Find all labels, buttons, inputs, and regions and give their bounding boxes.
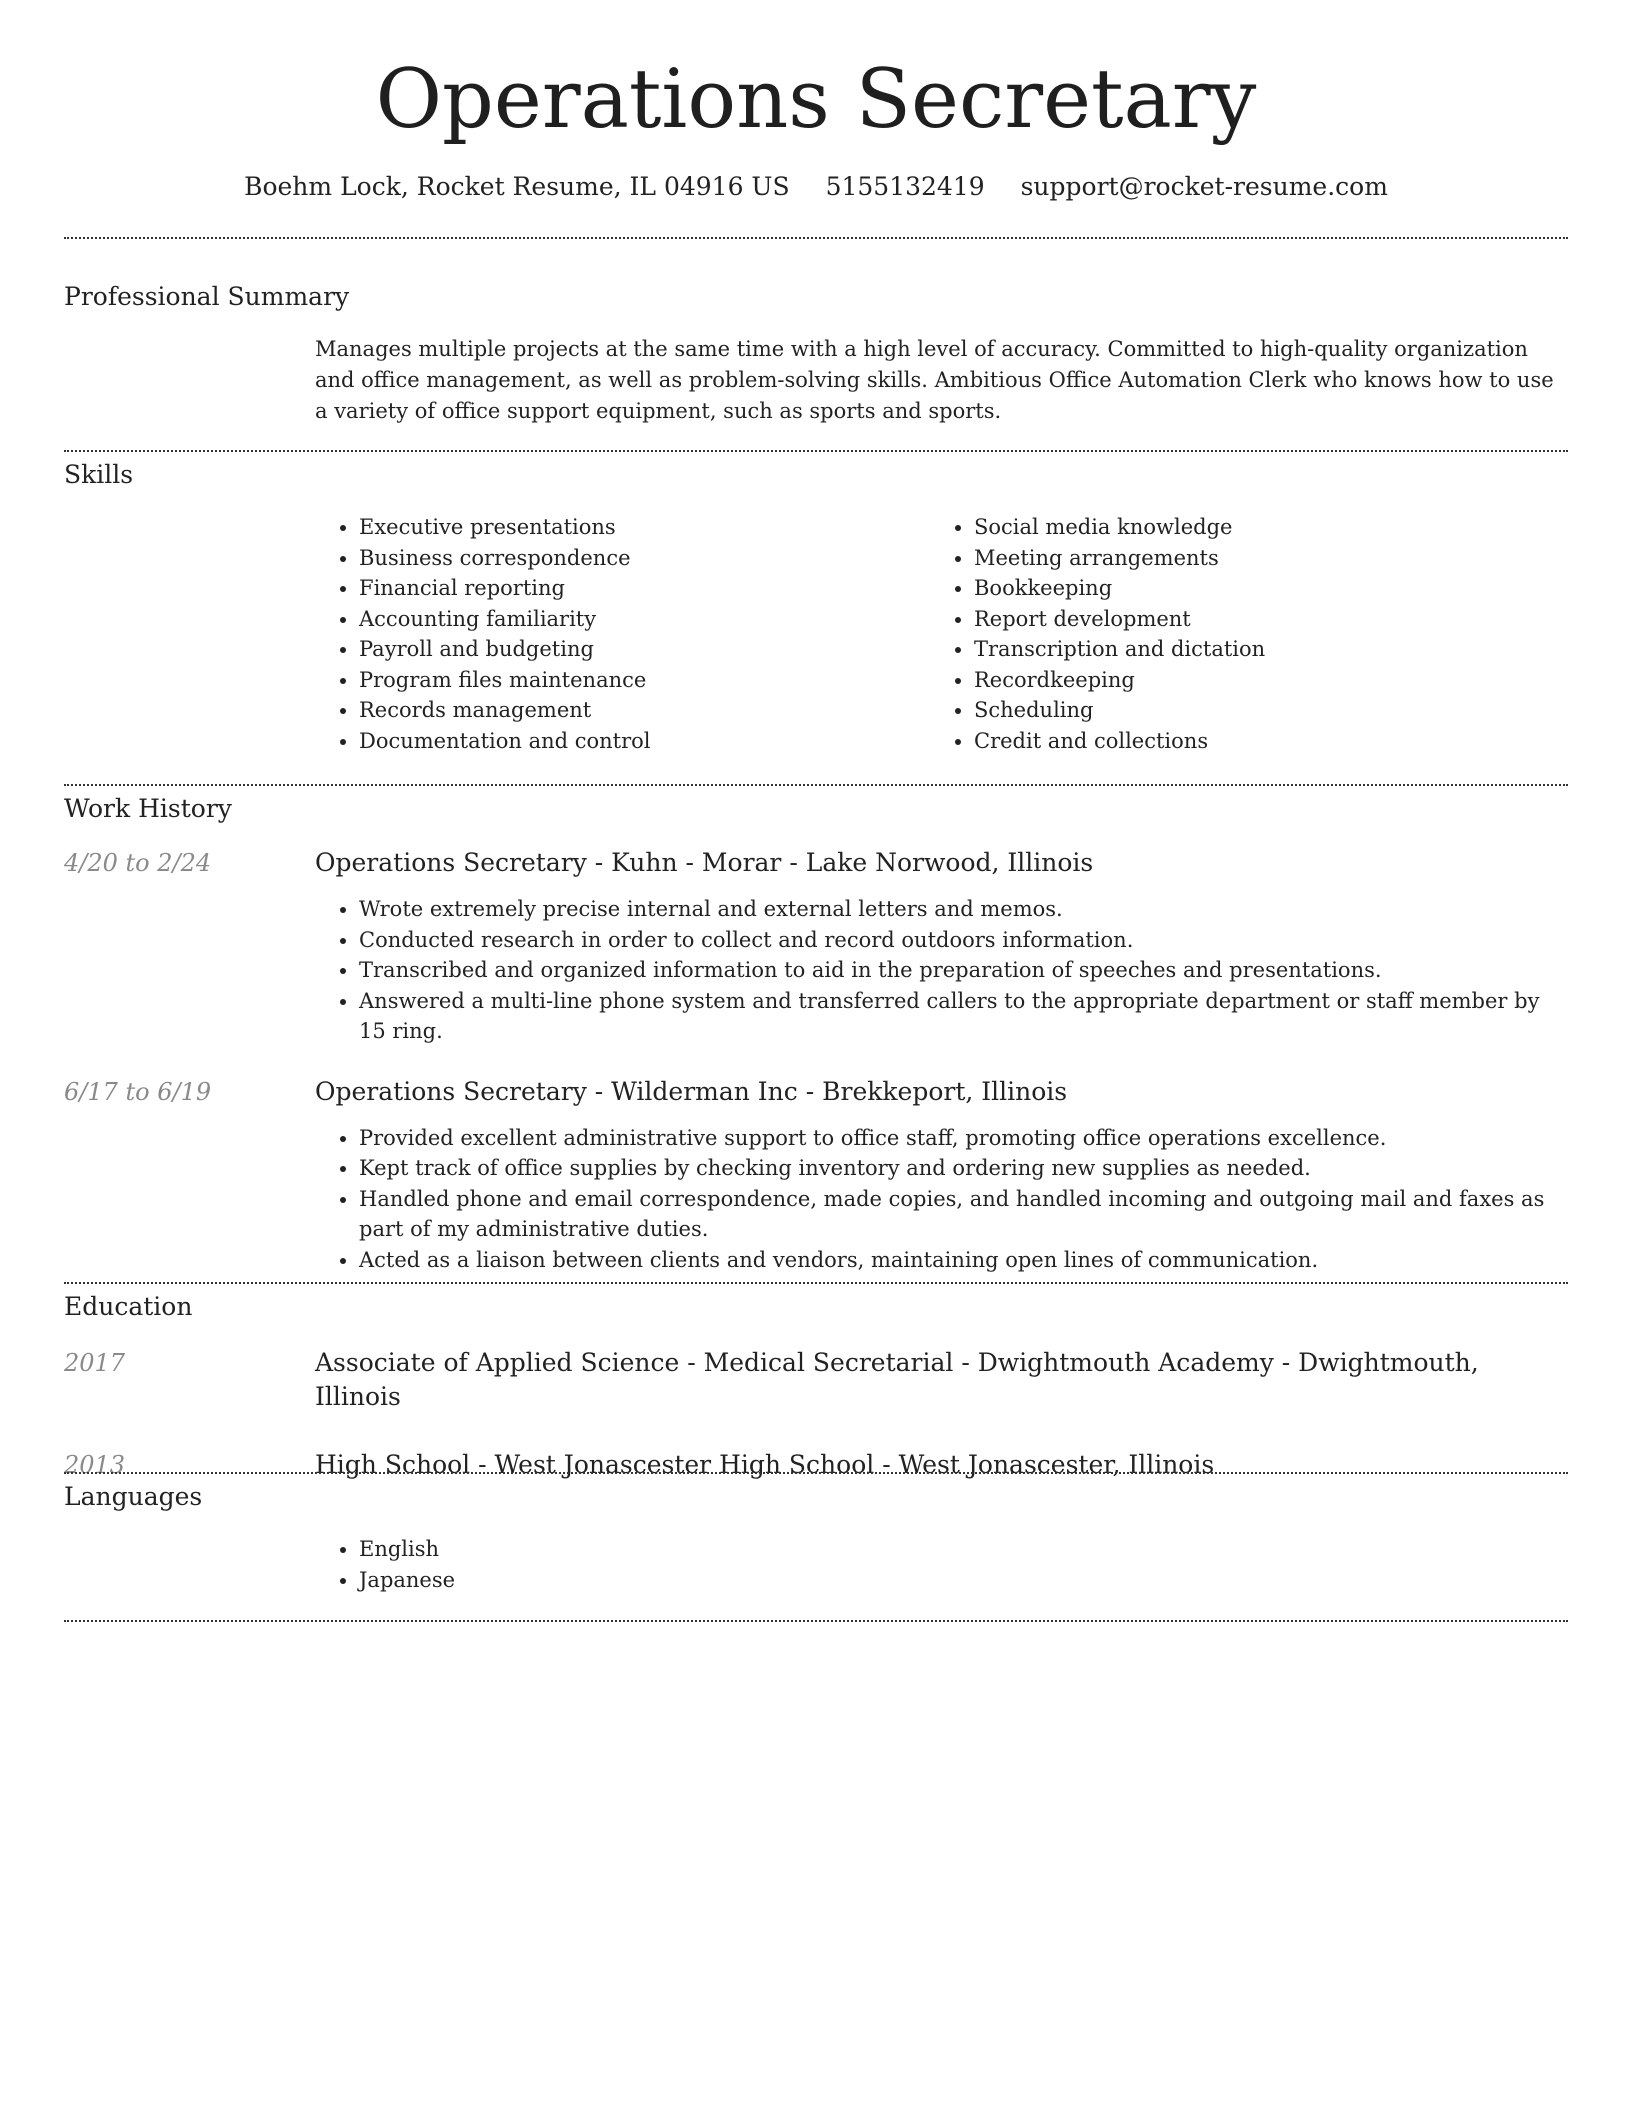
job-bullets: [315, 1123, 1568, 1276]
languages-list: [315, 1534, 1568, 1595]
skill-item: • Transcription and dictation: [974, 634, 1545, 665]
skills-list: [930, 512, 1545, 756]
education-heading: [315, 1448, 1214, 1482]
skill-item: • Records management: [359, 695, 930, 726]
education-section: [64, 1290, 1568, 1482]
education-year: 2013: [64, 1451, 126, 1479]
job-body: [315, 894, 1568, 1047]
languages-body: [315, 1534, 1568, 1595]
job-bullet: • Conducted research in order to collect and record outdoors information.: [359, 925, 1568, 956]
education-school: - West Jonascester High School - West Jonascester, Illinois: [470, 1450, 1215, 1479]
education-degree: High School: [315, 1450, 471, 1479]
summary-text: Manages multiple projects at the same time with a high level of accuracy. Committed to high-quality organization and office management, as well as problem-solving skills. Ambitious Office Automation Clerk who knows how to use a variety of office support equipment, such as sports and sports.: [315, 337, 1554, 423]
job-bullet: • Handled phone and email correspondence, made copies, and handled incoming and outgoing mail and faxes as part of my administrative duties.: [359, 1184, 1568, 1245]
skill-item: • Financial reporting: [359, 573, 930, 604]
skill-item: • Recordkeeping: [974, 665, 1545, 696]
contact-line: [64, 170, 1568, 204]
education-entry: [64, 1346, 1568, 1414]
section-title-skills: Skills: [64, 460, 134, 489]
contact-email: support@rocket-resume.com: [1020, 172, 1388, 201]
education-school: - Dwightmouth Academy - Dwightmouth, Illinois: [315, 1348, 1479, 1411]
section-divider: [64, 1620, 1568, 1622]
work-history-section: [64, 792, 1568, 1275]
summary-section: [64, 280, 1568, 427]
languages-section: [64, 1480, 1568, 1595]
summary-body: [315, 334, 1568, 427]
section-title-summary: Professional Summary: [64, 282, 350, 311]
skill-item: • Meeting arrangements: [974, 543, 1545, 574]
job-bullet: • Acted as a liaison between clients and vendors, maintaining open lines of communication.: [359, 1245, 1568, 1276]
job-bullets: [315, 894, 1568, 1047]
job-body: [315, 1123, 1568, 1276]
skill-item: • Business correspondence: [359, 543, 930, 574]
section-divider: [64, 784, 1568, 786]
resume-name-title: Operations Secretary: [375, 53, 1257, 147]
language-item: • English: [359, 1534, 1568, 1565]
job-bullet: • Transcribed and organized information to aid in the preparation of speeches and presentations.: [359, 955, 1568, 986]
skill-item: • Documentation and control: [359, 726, 930, 757]
skill-item: • Report development: [974, 604, 1545, 635]
education-entry: [64, 1448, 1568, 1482]
section-title-education: Education: [64, 1292, 193, 1321]
job-heading: Operations Secretary - Kuhn - Morar - Lake Norwood, Illinois: [315, 848, 1094, 877]
job-entry: [64, 1075, 1568, 1276]
skill-item: • Bookkeeping: [974, 573, 1545, 604]
job-header: [64, 1075, 1568, 1109]
skills-grid: [315, 512, 1568, 756]
skill-item: • Scheduling: [974, 695, 1545, 726]
skill-item: • Payroll and budgeting: [359, 634, 930, 665]
job-dates: 4/20 to 2/24: [64, 849, 212, 877]
skill-item: • Accounting familiarity: [359, 604, 930, 635]
skills-column-left: [315, 512, 930, 756]
job-bullet: • Wrote extremely precise internal and external letters and memos.: [359, 894, 1568, 925]
education-year: 2017: [64, 1349, 126, 1377]
contact-phone: 5155132419: [825, 172, 985, 201]
job-entry: [64, 846, 1568, 1047]
job-bullet: • Kept track of office supplies by checking inventory and ordering new supplies as needed.: [359, 1153, 1568, 1184]
job-header: [64, 846, 1568, 880]
job-bullet: • Provided excellent administrative support to office staff, promoting office operations excellence.: [359, 1123, 1568, 1154]
skills-column-right: [930, 512, 1545, 756]
section-divider: [64, 237, 1568, 239]
skills-list: [315, 512, 930, 756]
section-title-work-history: Work History: [64, 794, 232, 823]
education-heading: [315, 1346, 1568, 1414]
skill-item: • Credit and collections: [974, 726, 1545, 757]
section-divider: [64, 450, 1568, 452]
education-degree: Associate of Applied Science - Medical Secretarial: [315, 1348, 954, 1377]
section-divider: [64, 1472, 1568, 1474]
language-item: • Japanese: [359, 1565, 1568, 1596]
section-title-languages: Languages: [64, 1482, 203, 1511]
job-bullet: • Answered a multi-line phone system and transferred callers to the appropriate department or staff member by 15 ring.: [359, 986, 1568, 1047]
skill-item: • Program files maintenance: [359, 665, 930, 696]
skill-item: • Executive presentations: [359, 512, 930, 543]
section-divider: [64, 1282, 1568, 1284]
skills-section: [64, 458, 1568, 756]
contact-address: Boehm Lock, Rocket Resume, IL 04916 US: [244, 172, 790, 201]
job-heading: Operations Secretary - Wilderman Inc - Brekkeport, Illinois: [315, 1076, 1068, 1106]
skill-item: • Social media knowledge: [974, 512, 1545, 543]
job-dates: 6/17 to 6/19: [64, 1077, 212, 1106]
